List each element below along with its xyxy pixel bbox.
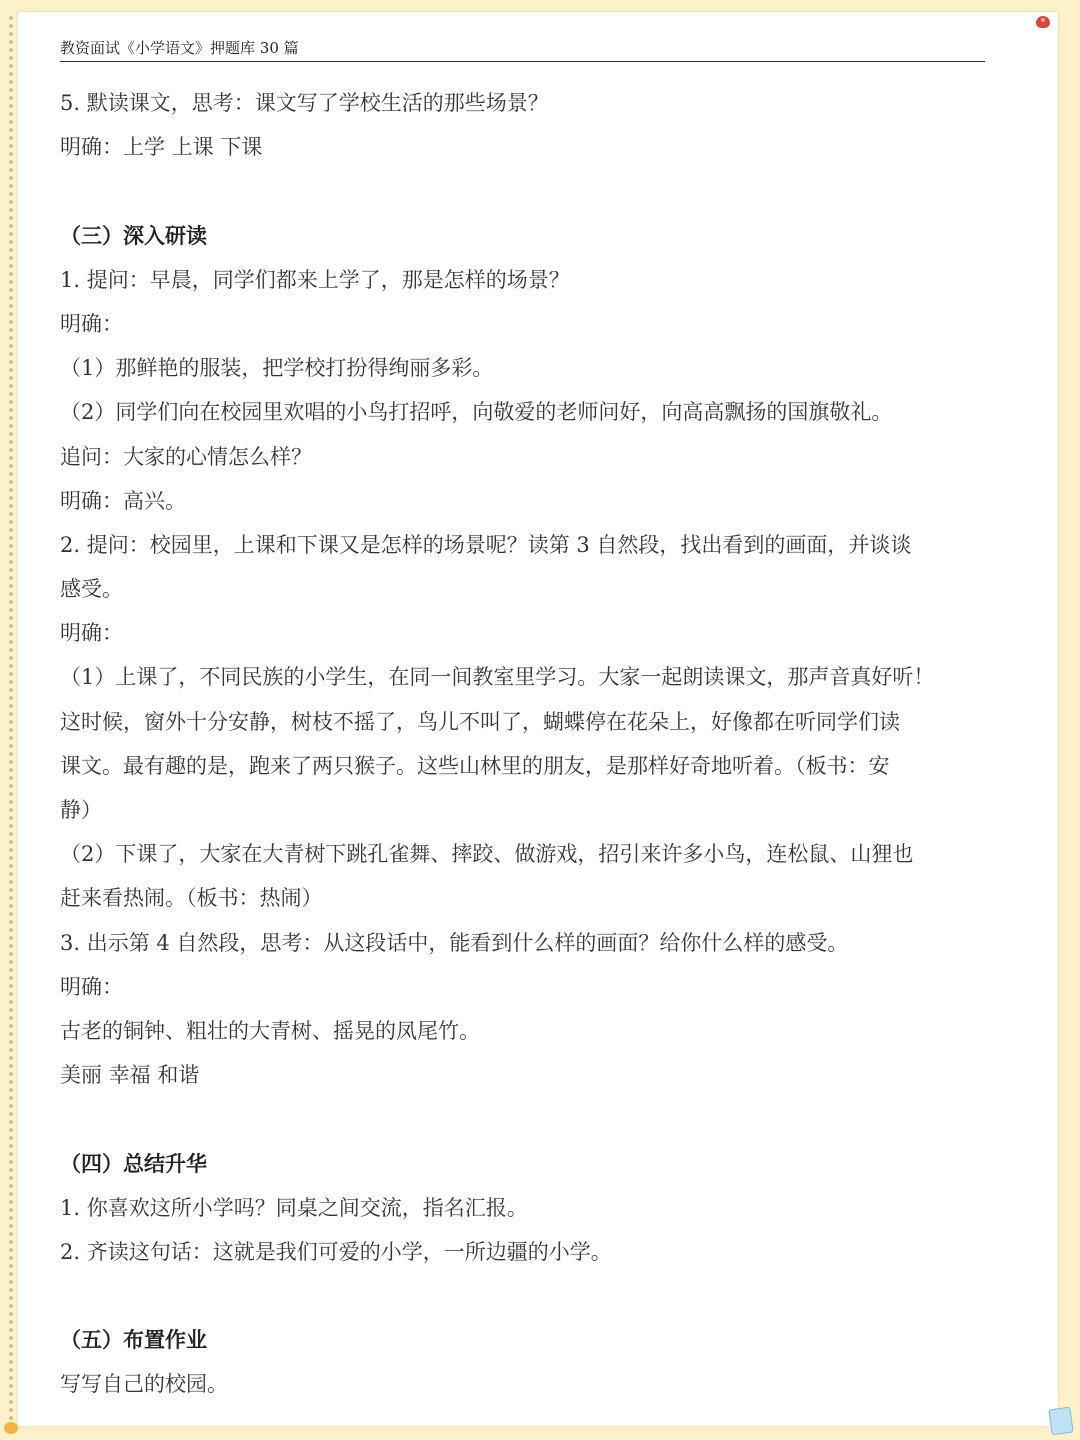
section-heading: （五）布置作业 [60,1327,207,1353]
text-line: （2）下课了，大家在大青树下跳孔雀舞、摔跤、做游戏，招引来许多小鸟，连松鼠、山狸也 [60,842,914,867]
text-line: 古老的铜钟、粗壮的大青树、摇晃的凤尾竹。 [60,1018,480,1043]
text-line: 写写自己的校园。 [60,1372,228,1397]
note-sticker-icon [1048,1407,1073,1436]
text-line: 明确：上学 上课 下课 [60,135,263,160]
text-line: 感受。 [60,577,123,602]
pin-icon [1036,16,1050,28]
text-line: （1）那鲜艳的服装，把学校打扮得绚丽多彩。 [60,356,494,381]
text-line: （2）同学们向在校园里欢唱的小鸟打招呼，向敬爱的老师问好，向高高飘扬的国旗敬礼。 [60,400,893,425]
text-line: 5. 默读课文，思考：课文写了学校生活的那些场景？ [60,91,549,115]
text-line: 这时候，窗外十分安静，树枝不摇了，鸟儿不叫了，蝴蝶停在花朵上，好像都在听同学们读 [60,709,900,734]
text-line: 明确： [60,311,123,336]
text-line: 2. 齐读这句话：这就是我们可爱的小学，一所边疆的小学。 [60,1239,612,1264]
text-line: 1. 提问：早晨，同学们都来上学了，那是怎样的场景？ [60,267,570,292]
text-line: 3. 出示第 4 自然段，思考：从这段话中，能看到什么样的画面？给你什么样的感受。 [60,930,849,955]
text-line: 追问：大家的心情怎么样？ [60,444,312,469]
text-line: 明确： [60,974,123,999]
section-heading: （四）总结升华 [60,1150,207,1176]
notebook-spiral-binding [6,14,16,1426]
document-body [60,81,990,1407]
text-line: 美丽 幸福 和谐 [60,1063,200,1088]
text-line: （1）上课了，不同民族的小学生，在同一间教室里学习。大家一起朗读课文，那声音真好听！ [60,665,935,690]
text-line: 2. 提问：校园里，上课和下课又是怎样的场景呢？读第 3 自然段，找出看到的画面，并谈谈 [60,532,912,557]
corner-sticker-icon [4,1422,18,1434]
text-line: 课文。最有趣的是，跑来了两只猴子。这些山林里的朋友，是那样好奇地听着。（板书：安 [60,753,890,778]
blank-line [60,1097,990,1141]
blank-line [60,169,990,213]
blank-line [60,1274,990,1318]
section-heading: （三）深入研读 [60,222,207,248]
text-line: 明确：高兴。 [60,488,186,513]
text-line: 1. 你喜欢这所小学吗？同桌之间交流，指名汇报。 [60,1195,528,1220]
text-line: 赶来看热闹。（板书：热闹） [60,886,323,911]
text-line: 静） [60,798,102,822]
text-line: 明确： [60,621,123,646]
page-header: 教资面试《小学语文》押题库 30 篇 [60,38,985,62]
